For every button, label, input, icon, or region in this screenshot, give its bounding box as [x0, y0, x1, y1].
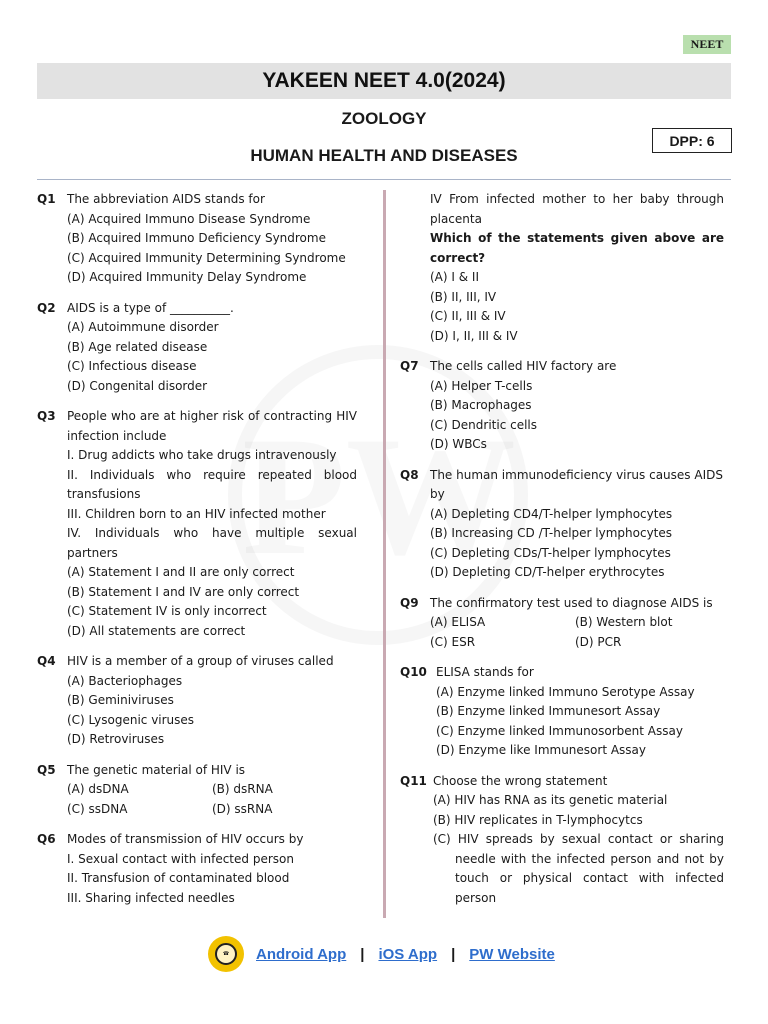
question-1 — [37, 190, 357, 288]
option-d: (D) I, II, III & IV — [430, 328, 518, 343]
option-d: (D) All statements are correct — [67, 623, 246, 638]
statement-2: II. Transfusion of contaminated blood — [67, 871, 290, 885]
option-b: (B) II, III, IV — [430, 289, 497, 304]
option-a: (A) I & II — [430, 270, 479, 284]
option-c: (C) HIV spreads by sexual contact or sharing needle with the infected person and not by touch or physical contact with infected person — [433, 832, 724, 905]
link-separator: | — [360, 945, 365, 963]
customer-service-icon[interactable]: ☎ — [208, 936, 244, 972]
link-separator: | — [451, 945, 456, 963]
option-b: (B) Geminiviruses — [67, 693, 174, 707]
question-text: Modes of transmission of HIV occurs by — [67, 832, 304, 846]
question-number: Q9 — [400, 595, 419, 610]
option-c: (C) Enzyme linked Immunosorbent Assay — [436, 723, 683, 738]
question-8 — [400, 466, 724, 583]
option-a: (A) Bacteriophages — [67, 673, 183, 688]
option-c: (C) Lysogenic viruses — [67, 712, 195, 727]
option-a: (A) Statement I and II are only correct — [67, 565, 295, 579]
statement-3: III. Children born to an HIV infected mother — [67, 506, 326, 521]
footer-links — [208, 936, 555, 972]
question-text: ELISA stands for — [436, 665, 534, 679]
question-text: HIV is a member of a group of viruses called — [67, 654, 334, 668]
option-a: (A) Helper T-cells — [430, 378, 533, 393]
option-c: (C) Statement IV is only incorrect — [67, 604, 267, 618]
statement-2: II. Individuals who require repeated blood transfusions — [67, 467, 357, 501]
question-text: AIDS is a type of __________. — [67, 300, 234, 315]
option-b: (B) Acquired Immuno Deficiency Syndrome — [67, 231, 326, 245]
option-a: (A) HIV has RNA as its genetic material — [433, 793, 668, 807]
left-column — [37, 190, 357, 919]
option-c: (C) ESR — [430, 634, 476, 649]
question-2 — [37, 299, 357, 397]
option-b: (B) Macrophages — [430, 398, 532, 412]
right-column — [400, 190, 724, 919]
option-b: (B) Age related disease — [67, 339, 208, 354]
statement-4: IV From infected mother to her baby through placenta — [430, 192, 724, 226]
question-prompt: Which of the statements given above are correct? — [430, 231, 724, 265]
neet-badge: NEET — [683, 35, 731, 54]
option-b: (B) dsRNA — [212, 782, 273, 796]
option-a: (A) Depleting CD4/T-helper lymphocytes — [430, 506, 673, 521]
column-divider — [383, 190, 386, 918]
question-text: The confirmatory test used to diagnose AIDS is — [430, 595, 713, 610]
question-number: Q5 — [37, 762, 56, 777]
option-a: (A) Autoimmune disorder — [67, 320, 219, 334]
question-number: Q6 — [37, 832, 56, 846]
question-text: The abbreviation AIDS stands for — [67, 192, 265, 206]
option-d: (D) Depleting CD/T-helper erythrocytes — [430, 565, 665, 579]
question-text: Choose the wrong statement — [433, 773, 608, 788]
option-b: (B) Western blot — [575, 615, 673, 629]
option-b: (B) HIV replicates in T-lymphocytcs — [433, 812, 643, 827]
option-c: (C) Acquired Immunity Determining Syndrome — [67, 250, 346, 265]
chapter-heading: HUMAN HEALTH AND DISEASES — [250, 146, 518, 165]
option-c: (C) Depleting CDs/T-helper lymphocytes — [430, 545, 671, 560]
page-title: YAKEEN NEET 4.0(2024) — [262, 69, 506, 92]
statement-1: I. Sexual contact with infected person — [67, 851, 294, 866]
option-b: (B) Increasing CD /T-helper lymphocytes — [430, 526, 673, 540]
question-4 — [37, 652, 357, 750]
statement-3: III. Sharing infected needles — [67, 890, 235, 905]
question-number: Q1 — [37, 192, 56, 206]
option-d: (D) PCR — [575, 634, 622, 649]
statement-4: IV. Individuals who have multiple sexual partners — [67, 526, 357, 560]
question-9 — [400, 594, 724, 653]
option-c: (C) ssDNA — [67, 801, 128, 816]
question-number: Q4 — [37, 654, 56, 668]
question-text: The human immunodeficiency virus causes AIDS by — [430, 467, 723, 501]
question-6-continued — [400, 190, 724, 346]
option-d: (D) ssRNA — [212, 801, 273, 816]
option-c: (C) Infectious disease — [67, 359, 197, 373]
question-7 — [400, 357, 724, 455]
question-6 — [37, 830, 357, 908]
option-b: (B) Statement I and IV are only correct — [67, 584, 300, 599]
option-a: (A) ELISA — [430, 615, 486, 629]
question-11 — [400, 772, 724, 909]
ios-app-link[interactable]: iOS App — [378, 945, 438, 963]
question-5 — [37, 761, 357, 820]
question-10 — [400, 663, 724, 761]
question-number: Q3 — [37, 409, 56, 423]
question-text: The cells called HIV factory are — [430, 359, 617, 373]
android-app-link[interactable]: Android App — [256, 945, 347, 963]
header-rule — [37, 179, 731, 180]
question-number: Q8 — [400, 467, 419, 482]
question-number: Q11 — [400, 773, 427, 788]
question-number: Q7 — [400, 359, 419, 373]
option-a: (A) Enzyme linked Immuno Serotype Assay — [436, 684, 695, 699]
option-c: (C) II, III & IV — [430, 309, 506, 323]
option-d: (D) Enzyme like Immunesort Assay — [436, 743, 647, 757]
question-text: The genetic material of HIV is — [67, 762, 246, 777]
subject-heading: ZOOLOGY — [341, 109, 427, 128]
dpp-label: DPP: 6 — [652, 128, 732, 153]
pw-website-link[interactable]: PW Website — [469, 945, 555, 963]
option-d: (D) Acquired Immunity Delay Syndrome — [67, 270, 307, 284]
option-d: (D) WBCs — [430, 437, 487, 451]
question-3 — [37, 407, 357, 641]
statement-1: I. Drug addicts who take drugs intravenously — [67, 448, 337, 462]
question-text: People who are at higher risk of contracting HIV infection include — [67, 409, 357, 443]
title-bar — [37, 63, 731, 99]
option-d: (D) Congenital disorder — [67, 378, 208, 393]
option-a: (A) Acquired Immuno Disease Syndrome — [67, 211, 311, 226]
question-number: Q10 — [400, 665, 427, 679]
question-number: Q2 — [37, 300, 56, 315]
option-a: (A) dsDNA — [67, 782, 129, 796]
option-c: (C) Dendritic cells — [430, 417, 538, 432]
option-b: (B) Enzyme linked Immunesort Assay — [436, 704, 661, 718]
option-d: (D) Retroviruses — [67, 732, 165, 746]
